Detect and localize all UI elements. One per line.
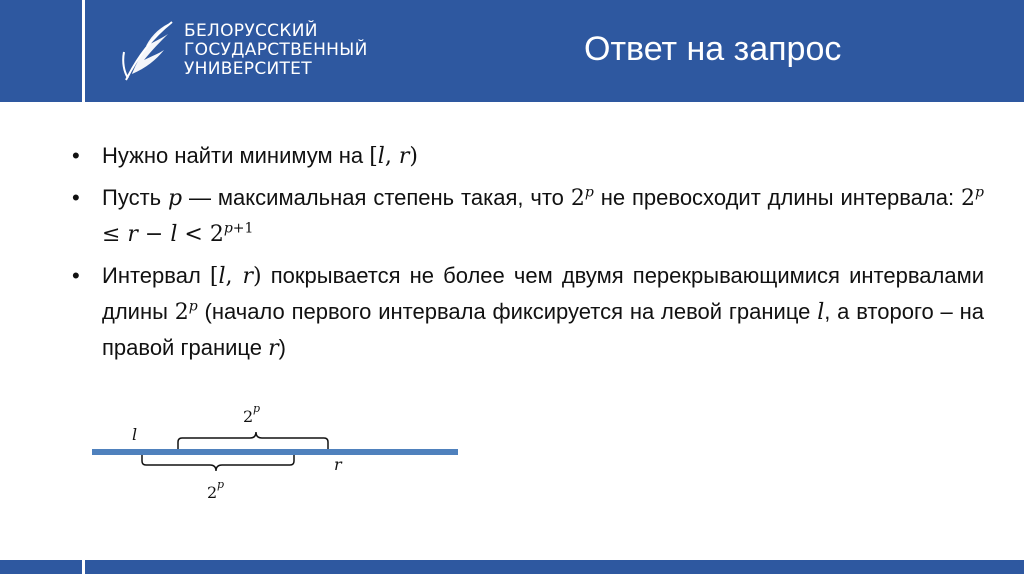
bullet-3-text-e: ) (278, 335, 286, 360)
footer-divider (82, 560, 85, 574)
bullet-2-text-c: не превосходит длины интервала: (593, 185, 962, 210)
slide-content (72, 138, 984, 372)
bullet-3-text-a: Интервал (102, 263, 210, 288)
bullet-marker: • (72, 143, 80, 168)
label-bottom-p: p (217, 478, 225, 491)
bullet-item-1 (72, 138, 984, 174)
bullet-1-math: [𝑙, 𝑟) (369, 144, 418, 169)
feather-icon (118, 16, 176, 84)
bullet-3-two: 2 (174, 300, 189, 325)
label-top-2: 2 (243, 407, 254, 426)
bullet-2-var-p: 𝑝 (168, 186, 183, 211)
bullet-2-ineq-exp2: 𝑝+1 (223, 220, 254, 237)
bullet-2-ineq-exp1: 𝑝 (975, 184, 984, 201)
bullet-item-2 (72, 180, 984, 252)
bullet-item-3 (72, 258, 984, 366)
bullet-3-exp: 𝑝 (188, 298, 198, 315)
bullet-2-text-b: — максимальная степень такая, что (182, 185, 571, 210)
bullet-marker: • (72, 263, 80, 288)
bullet-3-text-b: покрывается не более чем двумя перекрывающимися интервалами длины (102, 263, 984, 324)
university-logo-text (184, 22, 368, 79)
interval-diagram (90, 398, 470, 508)
bullet-2-ineq-a: 2 (961, 186, 976, 211)
footer-bar (0, 560, 1024, 574)
bullet-3-var-r: 𝑟 (268, 336, 279, 361)
interval-line (92, 449, 458, 455)
bullet-marker: • (72, 185, 80, 210)
label-r: r (334, 455, 342, 474)
label-top-p: p (253, 402, 261, 415)
bullet-3-var-l: 𝑙 (817, 300, 825, 325)
bullet-3-math-interval: [𝑙, 𝑟) (209, 264, 262, 289)
bullet-1-text: Нужно найти минимум на (102, 143, 370, 168)
slide-title: Ответ на запрос (584, 30, 842, 68)
bullet-2-text-a: Пусть (102, 185, 169, 210)
bottom-brace (142, 455, 294, 471)
label-bottom-2: 2 (207, 483, 218, 502)
top-brace (178, 432, 328, 450)
bullet-2-ineq-b: ≤ 𝑟 − 𝑙 < 2 (102, 222, 224, 247)
label-l: l (132, 425, 138, 444)
bullet-2-exp: 𝑝 (584, 184, 594, 201)
logo-line-3: УНИВЕРСИТЕТ (184, 59, 312, 79)
bullet-3-text-c: (начало первого интервала фиксируется на левой границе (197, 299, 818, 324)
bullet-2-two: 2 (570, 186, 585, 211)
logo-line-1: БЕЛОРУССКИЙ (184, 21, 318, 41)
header-bar (0, 0, 1024, 102)
header-divider (82, 0, 85, 102)
bullet-3-text-d: , а второго – на правой границе (102, 299, 984, 360)
logo-line-2: ГОСУДАРСТВЕННЫЙ (184, 40, 368, 60)
